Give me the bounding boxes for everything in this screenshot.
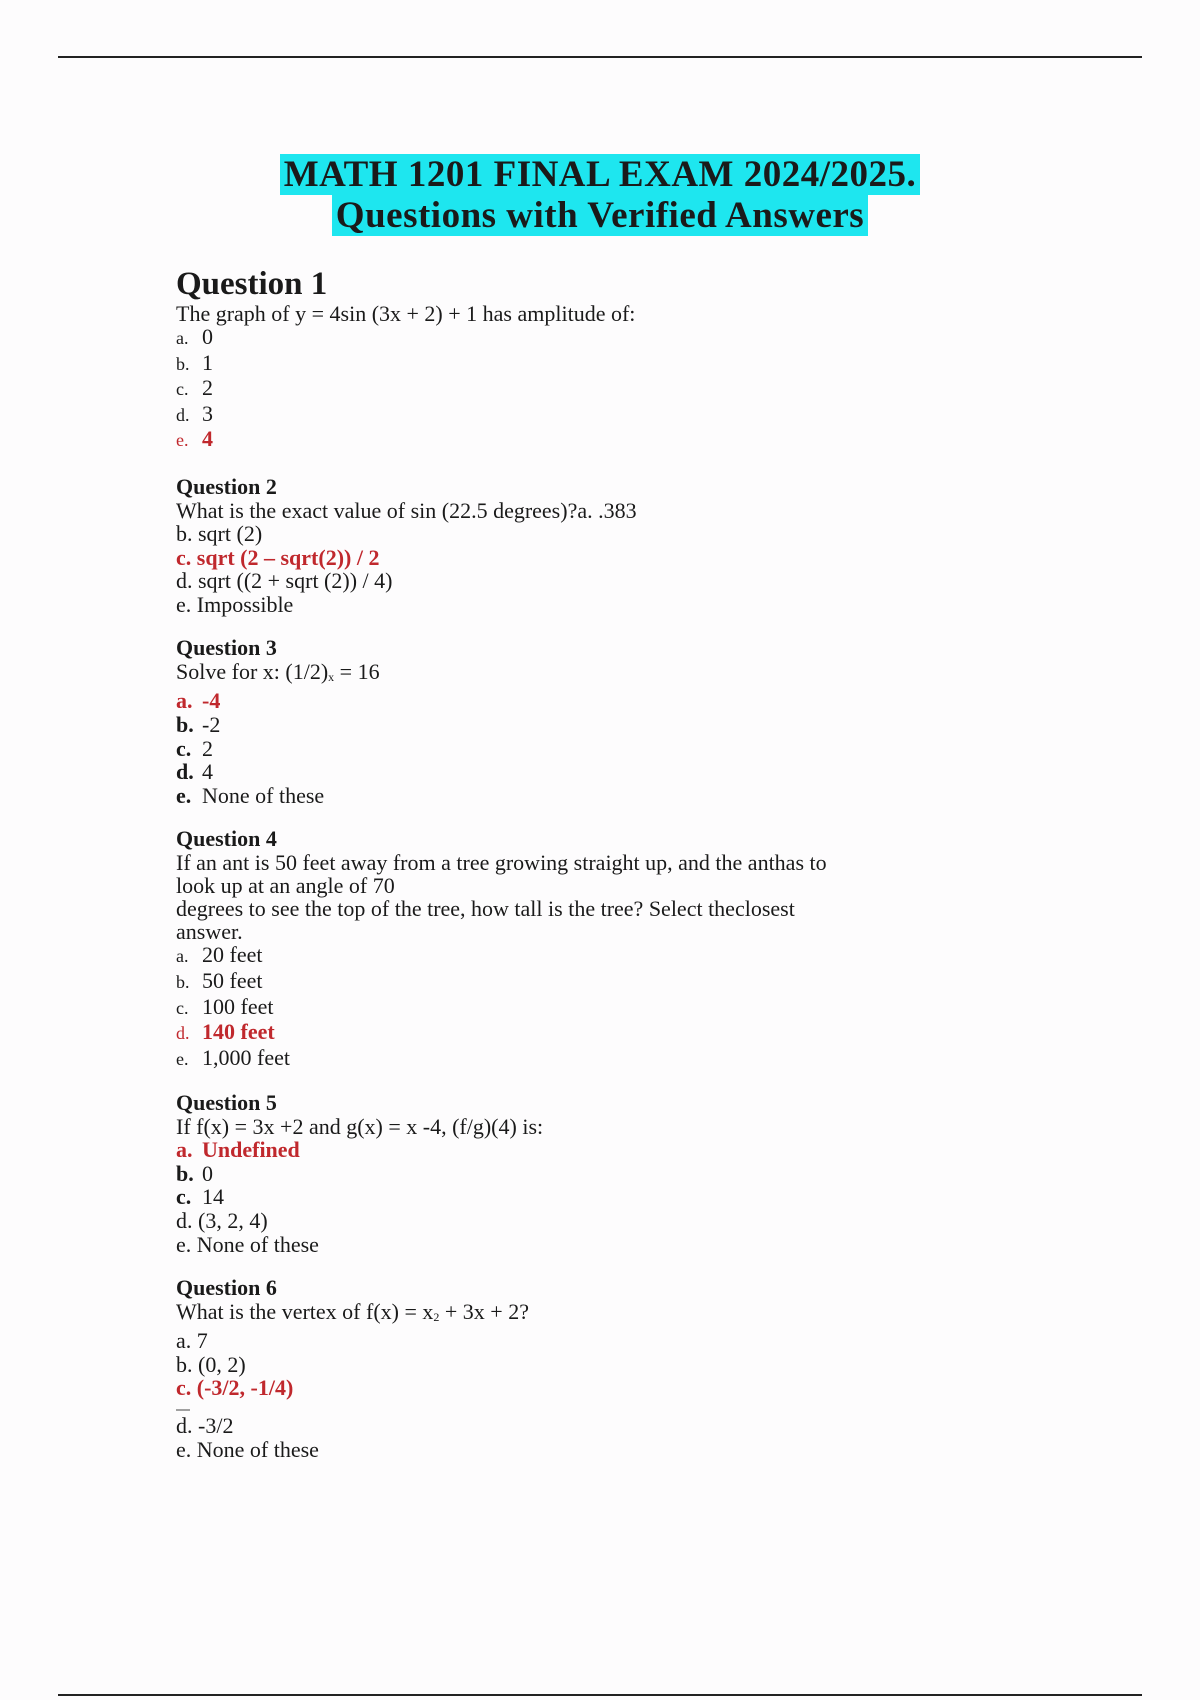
- question-heading: Question 4: [176, 826, 277, 852]
- footer-rule: [58, 1694, 1142, 1696]
- question-text-line: answer.: [176, 919, 243, 945]
- question-heading: Question 6: [176, 1275, 277, 1301]
- option-e: e. None of these: [176, 1231, 319, 1257]
- question-3: [176, 636, 976, 807]
- option-c-correct: c. (-3/2, -1/4): [176, 1375, 294, 1401]
- option-d: d. 3: [176, 400, 213, 426]
- question-text: Solve for x: $(1/2)_x = 16$: [176, 659, 380, 685]
- option-b: b. (0, 2): [176, 1351, 246, 1377]
- option-c-correct: c. sqrt (2 – sqrt(2)) / 2: [176, 544, 380, 570]
- option-a-correct: a. Undefined: [176, 1137, 300, 1163]
- question-text: What is the vertex of $f(x) = x_2 + 3x + 2$?: [176, 1299, 529, 1325]
- question-text-line: look up at an angle of 70: [176, 873, 395, 899]
- option-e: e. 1,000 feet: [176, 1044, 290, 1070]
- option-c: c. 2: [176, 735, 213, 761]
- question-heading: Question 2: [176, 473, 277, 499]
- option-a: a. 0: [176, 324, 213, 349]
- option-e-correct: e. 4: [176, 426, 213, 452]
- separator-mark: [176, 1400, 976, 1414]
- question-heading: Question 3: [176, 635, 277, 661]
- header-rule: [58, 56, 1142, 58]
- option-e: e. Impossible: [176, 591, 294, 617]
- question-1: [176, 266, 976, 453]
- option-d: d. -3/2: [176, 1413, 234, 1439]
- option-b: b. sqrt (2): [176, 520, 263, 546]
- question-text-line: degrees to see the top of the tree, how tall is the tree? Select theclosest: [176, 896, 795, 922]
- question-2: [176, 475, 976, 616]
- option-b: b. -2: [176, 711, 221, 737]
- title-line-2: Questions with Verified Answers: [332, 195, 868, 236]
- option-d: d. sqrt ((2 + sqrt (2)) / 4): [176, 568, 393, 594]
- question-text: If f(x) = 3x +2 and g(x) = x -4, (f/g)(4) is:: [176, 1114, 544, 1140]
- question-heading: Question 5: [176, 1090, 277, 1116]
- question-text: What is the exact value of sin (22.5 degrees)?a. .383: [176, 497, 637, 523]
- option-d-correct: d. 140 feet: [176, 1019, 275, 1045]
- question-4: [176, 827, 976, 1071]
- question-text: The graph of y = 4sin (3x + 2) + 1 has amplitude of:: [176, 301, 636, 326]
- option-b: b. 1: [176, 349, 213, 375]
- option-c: c. 14: [176, 1184, 224, 1210]
- question-heading: Question 1: [176, 266, 328, 302]
- option-a: a. 7: [176, 1328, 208, 1354]
- question-text-line: If an ant is 50 feet away from a tree growing straight up, and the anthas to: [176, 850, 827, 876]
- option-a-correct: a. -4: [176, 688, 221, 714]
- title-line-1: MATH 1201 FINAL EXAM 2024/2025.: [280, 154, 921, 195]
- question-6: [176, 1276, 976, 1461]
- questions-content: [176, 266, 976, 1481]
- document-title: [0, 154, 1200, 236]
- option-d: d. (3, 2, 4): [176, 1208, 268, 1234]
- option-b: b. 50 feet: [176, 967, 263, 993]
- option-d: d. 4: [176, 759, 213, 785]
- option-e: e. None of these: [176, 782, 325, 808]
- question-5: [176, 1091, 976, 1256]
- option-e: e. None of these: [176, 1436, 319, 1462]
- option-a: a. 20 feet: [176, 942, 263, 968]
- option-b: b. 0: [176, 1160, 213, 1186]
- option-c: c. 2: [176, 375, 213, 401]
- option-c: c. 100 feet: [176, 993, 274, 1019]
